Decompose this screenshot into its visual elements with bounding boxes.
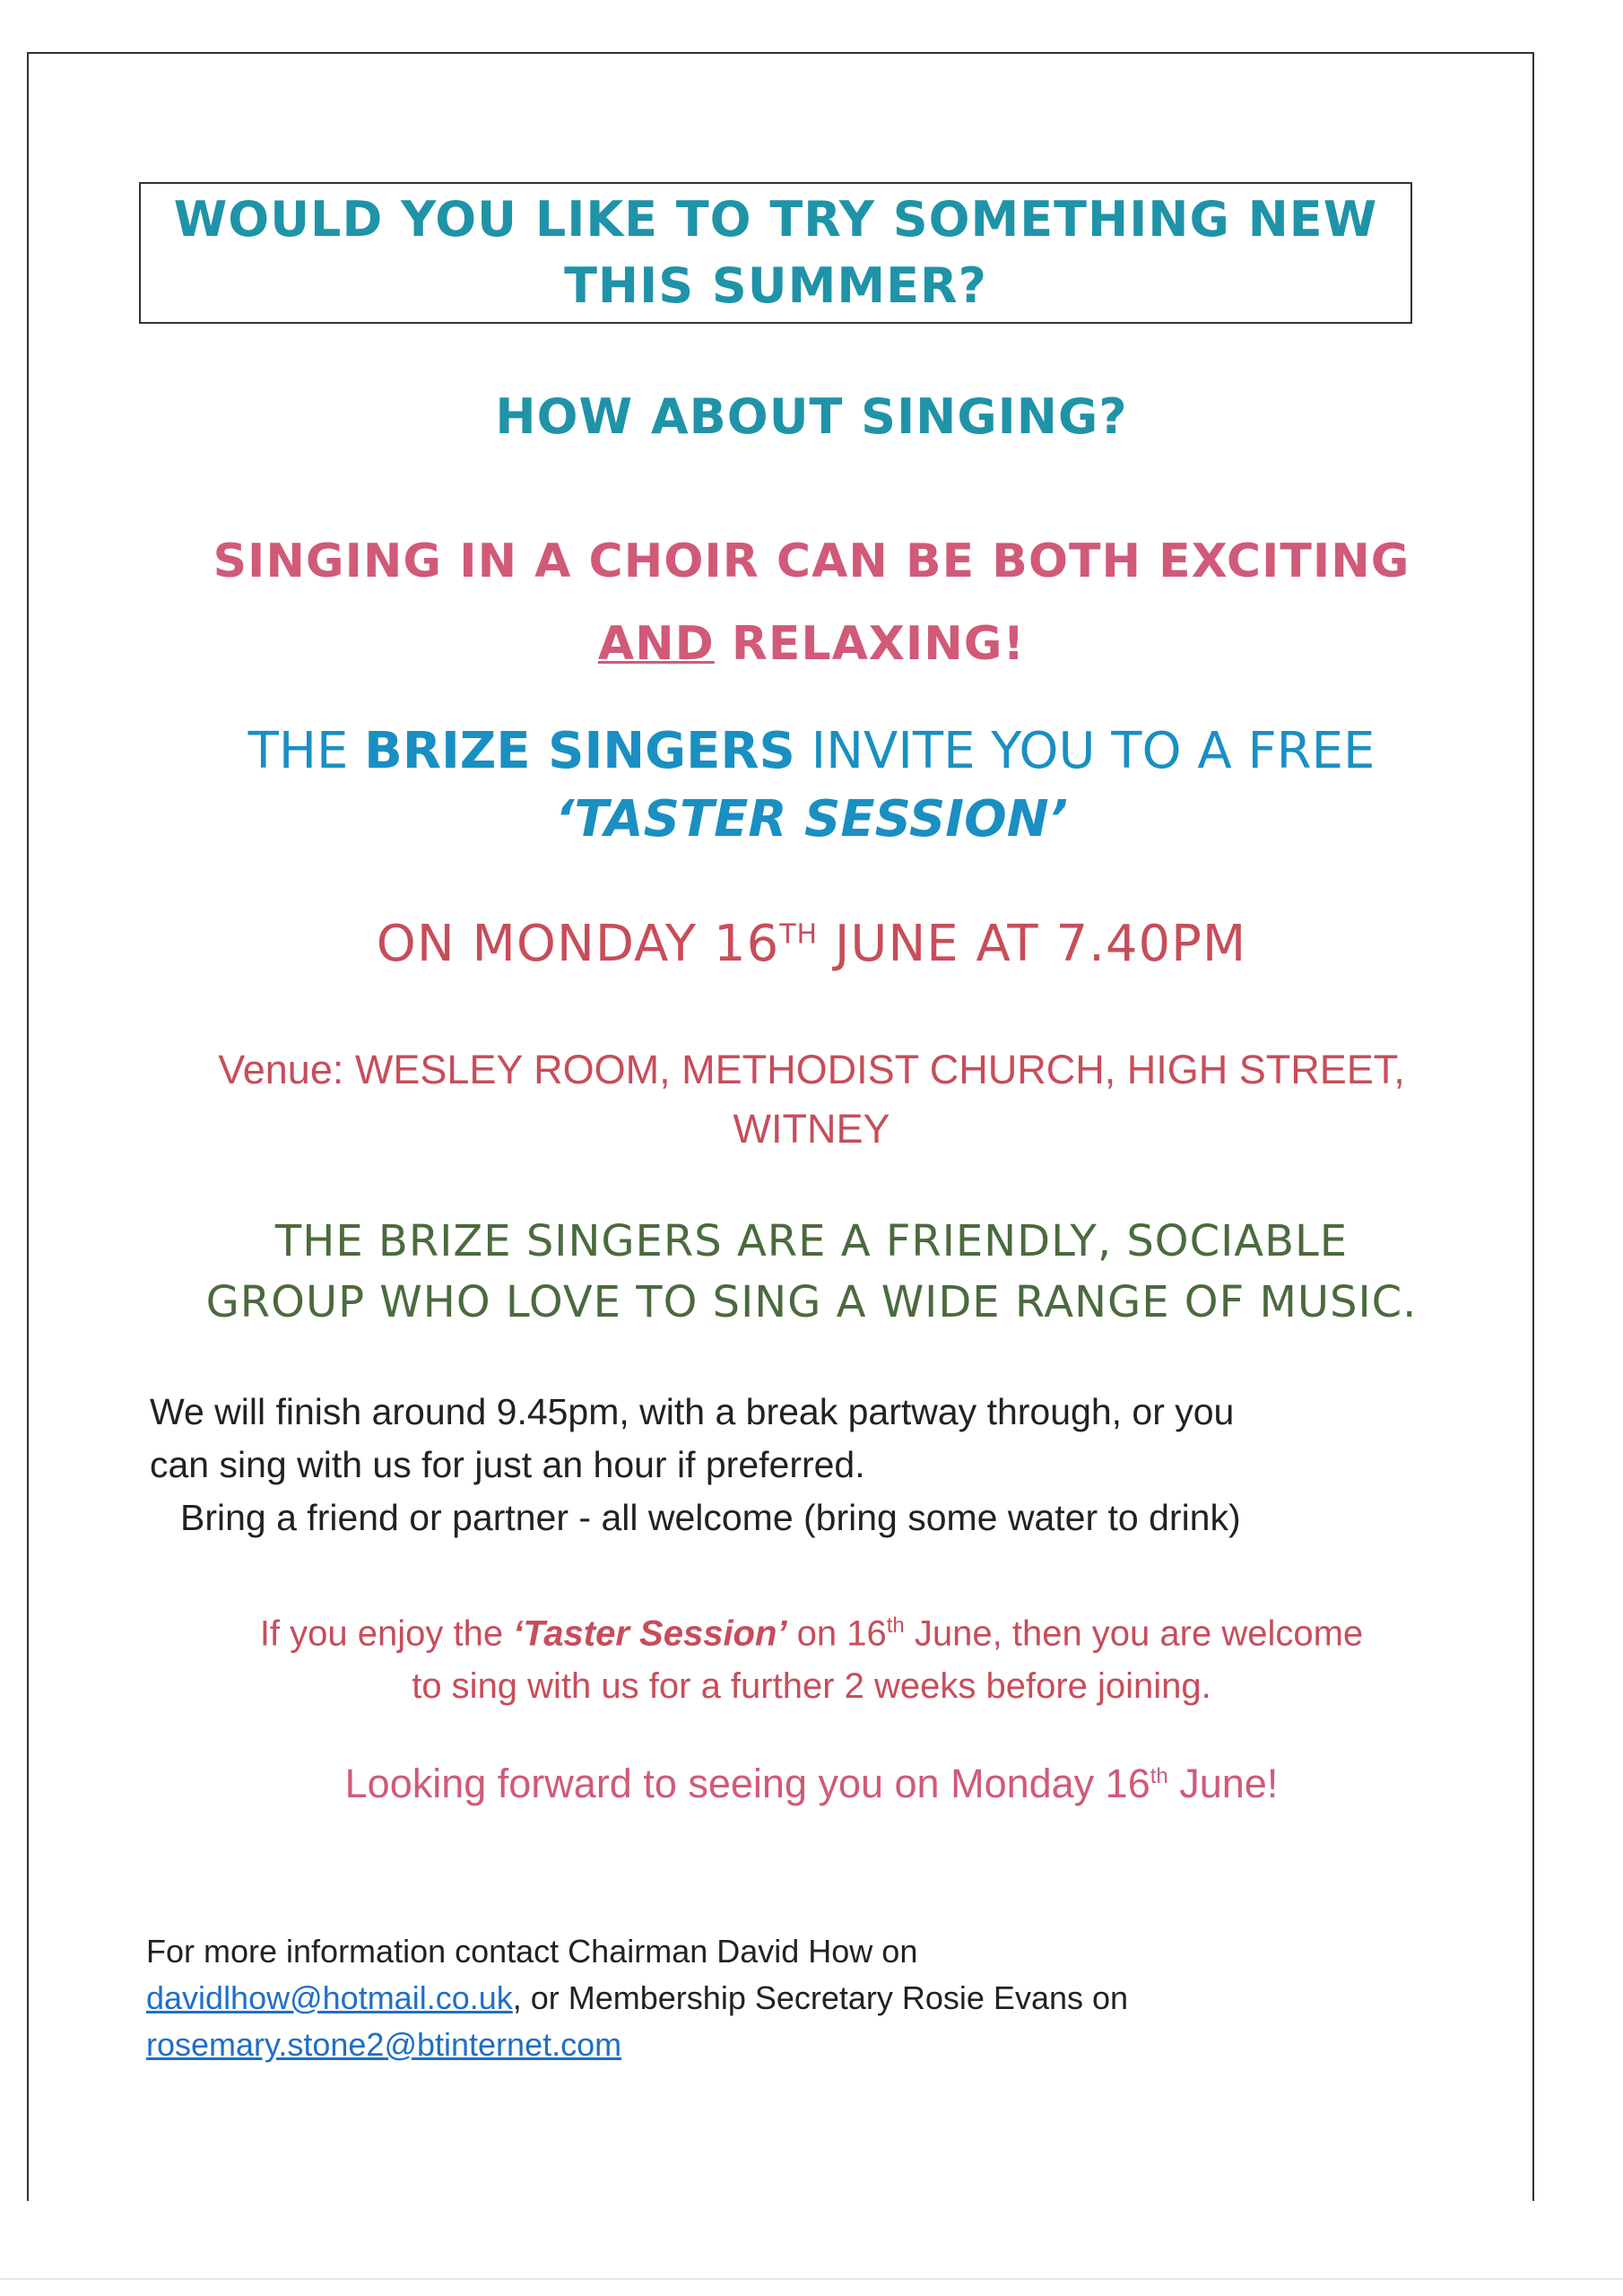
group-description [0, 1211, 1623, 1333]
group-line-1: THE BRIZE SINGERS ARE A FRIENDLY, SOCIABLE [274, 1216, 1349, 1266]
enjoy-session: ‘Taster Session’ [513, 1613, 787, 1654]
date-post: JUNE AT 7.40PM [818, 915, 1247, 973]
enjoy-sup: th [886, 1613, 905, 1638]
venue [0, 1040, 1623, 1159]
invite-post: INVITE YOU TO A FREE [794, 722, 1376, 780]
invite-statement [0, 718, 1623, 854]
venue-line-2: WITNEY [733, 1106, 890, 1152]
contact-line-3 [146, 2022, 1437, 2068]
choir-statement [0, 520, 1623, 685]
choir-and-underlined: AND [597, 617, 715, 671]
chairman-email-link[interactable]: davidlhow@hotmail.co.uk [146, 1979, 513, 2016]
venue-line-1: Venue: WESLEY ROOM, METHODIST CHURCH, HIGH STREET, [218, 1047, 1405, 1092]
secretary-email-link[interactable]: rosemary.stone2@btinternet.com [146, 2026, 622, 2063]
contact-line-1: For more information contact Chairman David How on [146, 1933, 918, 1970]
date-sup: TH [779, 918, 819, 951]
group-line-2: GROUP WHO LOVE TO SING A WIDE RANGE OF MUSIC. [205, 1277, 1418, 1327]
taster-session-title: ‘TASTER SESSION’ [555, 790, 1068, 848]
closing-sup: th [1150, 1764, 1168, 1788]
contact-line-2 [146, 1975, 1437, 2022]
invite-pre: THE [247, 722, 365, 780]
details-line-2: can sing with us for just an hour if preferred. [150, 1444, 865, 1485]
headline-box [139, 182, 1412, 324]
enjoy-line-2: to sing with us for a further 2 weeks before joining. [412, 1666, 1211, 1707]
enjoy-line-1 [0, 1599, 1623, 1660]
session-date [0, 915, 1623, 973]
invite-line-2 [0, 786, 1623, 854]
headline [174, 187, 1378, 319]
closing-line [0, 1761, 1623, 1807]
choir-line-1: SINGING IN A CHOIR CAN BE BOTH EXCITING [213, 535, 1410, 588]
contact-mid: , or Membership Secretary Rosie Evans on [512, 1979, 1129, 2016]
page-bottom-edge [0, 2278, 1623, 2280]
enjoy-pre: If you enjoy the [259, 1613, 514, 1654]
enjoy-post: June, then you are welcome [904, 1613, 1364, 1654]
subheading: HOW ABOUT SINGING? [495, 388, 1128, 445]
details-line-3: Bring a friend or partner - all welcome (bring some water to drink) [180, 1497, 1241, 1538]
headline-line-1: WOULD YOU LIKE TO TRY SOMETHING NEW [173, 191, 1378, 248]
closing-pre: Looking forward to seeing you on Monday 16 [344, 1761, 1150, 1806]
closing-post: June! [1167, 1761, 1279, 1806]
choir-line-2-rest: RELAXING! [714, 617, 1026, 671]
enjoy-note [0, 1599, 1623, 1713]
headline-line-2: THIS SUMMER? [564, 257, 987, 314]
enjoy-mid: on 16 [786, 1613, 887, 1654]
session-details [150, 1386, 1441, 1544]
date-pre: ON MONDAY 16 [376, 915, 780, 973]
contact-info [146, 1928, 1437, 2068]
choir-line-2 [0, 603, 1623, 685]
invite-group-name: BRIZE SINGERS [364, 722, 795, 780]
details-line-1: We will finish around 9.45pm, with a break partway through, or you [150, 1391, 1235, 1432]
invite-line-1 [0, 718, 1623, 786]
